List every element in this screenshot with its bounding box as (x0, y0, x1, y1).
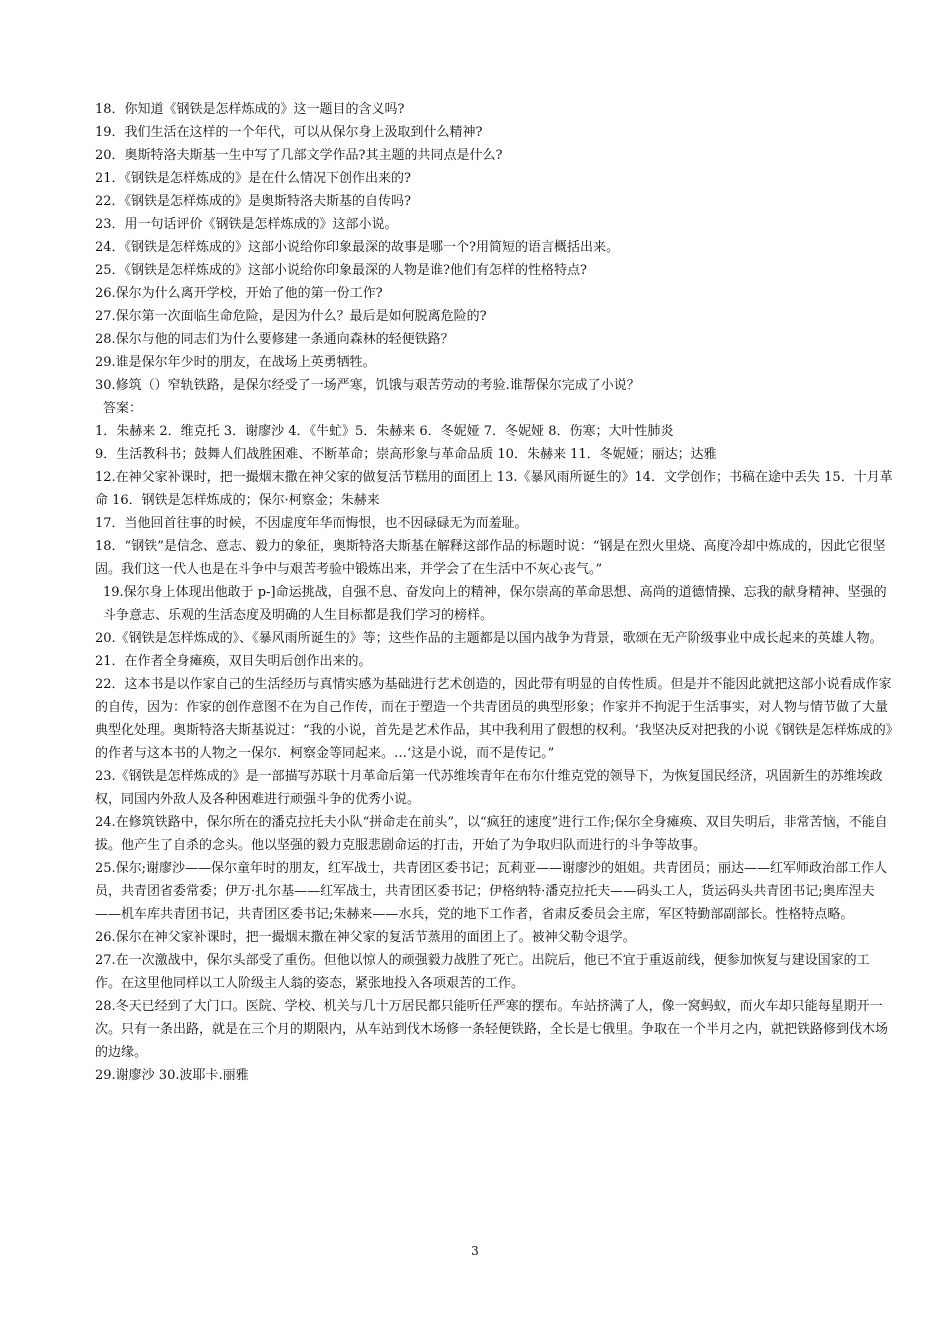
answer-24: 24.在修筑铁路中，保尔所在的潘克拉托夫小队“拼命走在前头”，以“疯狂的速度”进行工作;保尔全身瘫痪、双目失明后，非常苦恼，不能自拔。他产生了自杀的念头。他以坚强的毅力克服悲剧命运的打击，开始了为争取归队而进行的斗争等故事。 (95, 815, 888, 853)
answers-9-11: 9．生活教科书；鼓舞人们战胜困难、不断革命；崇高形象与革命品质 10．朱赫来 11．冬妮娅；丽达；达雅 (95, 447, 717, 462)
answer-22: 22．这本书是以作家自己的生活经历与真情实感为基础进行艺术创造的，因此带有明显的自传性质。但是并不能因此就把这部小说看成作家的自传，因为：作家的创作意图不在为自己作传，而在于塑造一个共青团员的典型形象；作家并不拘泥于生活事实，对人物与情节做了大量典型化处理。奥斯特洛夫斯基说过：“我的小说，首先是艺术作品，其中我利用了假想的权利。‘我坚决反对把我的小说《钢铁是怎样炼成的》的作者与这本书的人物之一保尔．柯察金等同起来。…‘这是小说，而不是传记。” (95, 677, 893, 761)
question-26: 26.保尔为什么离开学校，开始了他的第一份工作? (95, 286, 383, 301)
answer-26: 26.保尔在神父家补课时，把一撮烟末撒在神父家的复活节蒸用的面团上了。被神父勒令退学。 (95, 930, 636, 945)
question-24: 24．《钢铁是怎样炼成的》这部小说给你印象最深的故事是哪一个?用简短的语言概括出来。 (95, 240, 620, 255)
question-23: 23．用一句话评价《钢铁是怎样炼成的》这部小说。 (95, 217, 398, 232)
answer-25: 25.保尔;谢廖沙——保尔童年时的朋友，红军战士，共青团区委书记；瓦莉亚——谢廖沙的姐姐。共青团员；丽达——红军师政治部工作人员，共青团省委常委；伊万·扎尔基——红军战士，共青团区委书记；伊格纳特·潘克拉托夫——码头工人，货运码头共青团书记;奥库涅夫——机车库共青团书记，共青团区委书记;朱赫来——水兵，党的地下工作者，省肃反委员会主席，军区特勤部副部长。性格特点略。 (95, 861, 888, 922)
document-body (95, 98, 893, 1087)
answer-17: 17．当他回首往事的时候，不因虚度年华而悔恨，也不因碌碌无为而羞耻。 (95, 516, 528, 531)
question-18: 18．你知道《钢铁是怎样炼成的》这一题目的含义吗? (95, 102, 405, 117)
answer-28: 28.冬天已经到了大门口。医院、学校、机关与几十万居民都只能听任严寒的摆布。车站挤满了人，像一窝蚂蚁，而火车却只能每星期开一次。只有一条出路，就是在三个月的期限内，从车站到伐木场修一条轻便铁路，全长是七俄里。争取在一个半月之内，就把铁路修到伐木场的边缘。 (95, 999, 889, 1060)
page-number: 3 (471, 1244, 479, 1258)
question-25: 25．《钢铁是怎样炼成的》这部小说给你印象最深的人物是谁?他们有怎样的性格特点? (95, 263, 587, 278)
answer-20: 20.《钢铁是怎样炼成的》、《暴风雨所诞生的》等；这些作品的主题都是以国内战争为背景，歌颂在无产阶级事业中成长起来的英雄人物。 (95, 631, 883, 646)
question-27: 27.保尔第一次面临生命危险，是因为什么？最后是如何脱离危险的? (95, 309, 487, 324)
answers-29-30: 29.谢廖沙 30.波耶卡.丽雅 (95, 1068, 249, 1083)
question-30: 30.修筑（）窄轨铁路，是保尔经受了一场严寒，饥饿与艰苦劳动的考验.谁帮保尔完成了小说？ (95, 378, 640, 393)
answer-18: 18．“钢铁”是信念、意志、毅力的象征，奥斯特洛夫斯基在解释这部作品的标题时说：“钢是在烈火里烧、高度冷却中炼成的，因此它很坚固。我们这一代人也是在斗争中与艰苦考验中锻炼出来，并学会了在生活中不灰心丧气。” (95, 539, 886, 577)
question-21: 21．《钢铁是怎样炼成的》是在什么情况下创作出来的? (95, 171, 412, 186)
answers-12-16: 12.在神父家补课时，把一撮烟末撒在神父家的做复活节糕用的面团上 13.《暴风雨所诞生的》14．文学创作；书稿在途中丢失 15．十月革命 16．钢铁是怎样炼成的；保尔·柯察金；朱赫来 (95, 470, 893, 508)
answers-1-8: 1．朱赫来 2．维克托 3．谢廖沙 4．《牛虻》5．朱赫来 6．冬妮娅 7．冬妮娅 8．伤寒；大叶性肺炎 (95, 424, 674, 439)
answer-27: 27.在一次激战中，保尔头部受了重伤。但他以惊人的顽强毅力战胜了死亡。出院后，他已不宜于重返前线，便参加恢复与建设国家的工作。在这里他同样以工人阶级主人翁的姿态，紧张地投入各项艰苦的工作。 (95, 953, 870, 991)
question-29: 29.谁是保尔年少时的朋友，在战场上英勇牺牲。 (95, 355, 376, 370)
answer-23: 23.《钢铁是怎样炼成的》是一部描写苏联十月革命后第一代苏维埃青年在布尔什维克党的领导下，为恢复国民经济，巩固新生的苏维埃政权，同国内外敌人及各种困难进行顽强斗争的优秀小说。 (95, 769, 883, 807)
question-28: 28.保尔与他的同志们为什么要修建一条通向森林的轻便铁路？ (95, 332, 454, 347)
answer-21: 21．在作者全身瘫痪，双目失明后创作出来的。 (95, 654, 372, 669)
question-22: 22．《钢铁是怎样炼成的》是奥斯特洛夫斯基的自传吗? (95, 194, 412, 209)
answer-19: 19.保尔身上体现出他敢于 p-]命运挑战，自强不息、奋发向上的精神，保尔崇高的革命思想、高尚的道德情操、忘我的献身精神、坚强的斗争意志、乐观的生活态度及明确的人生目标都是我们学习的榜样。 (103, 585, 887, 623)
answers-heading: 答案： (103, 401, 143, 416)
question-20: 20．奥斯特洛夫斯基一生中写了几部文学作品?其主题的共同点是什么? (95, 148, 503, 163)
question-19: 19．我们生活在这样的一个年代，可以从保尔身上汲取到什么精神? (95, 125, 483, 140)
